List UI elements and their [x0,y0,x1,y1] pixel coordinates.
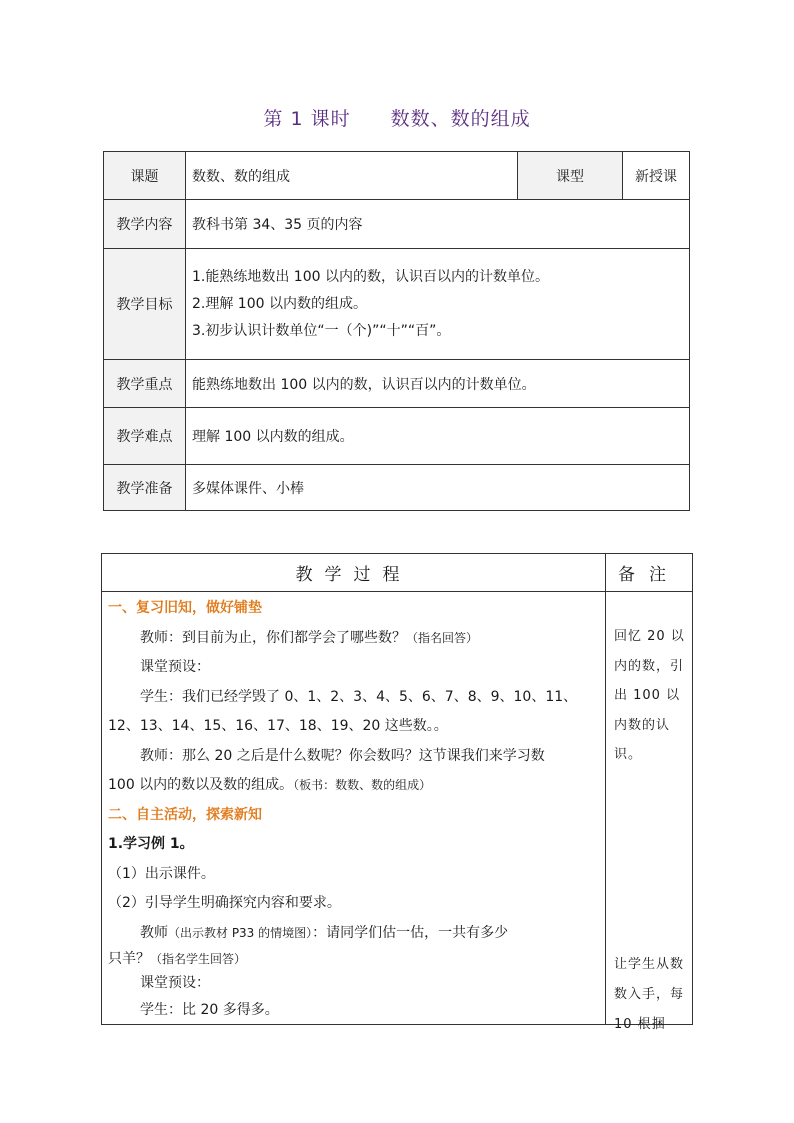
topic-value: 数数、数的组成 [186,152,518,200]
content-value: 教科书第 34、35 页的内容 [186,200,690,249]
section-heading: 二、自主活动，探索新知 [108,806,262,823]
teaching-process-table [101,553,693,1032]
process-line: 课堂预设： [140,975,210,991]
prep-value: 多媒体课件、小棒 [186,465,690,511]
content-label: 教学内容 [104,200,186,249]
process-header: 教学过程 [102,554,606,592]
type-value: 新授课 [623,152,690,200]
goal-item: 1.能熟练地数出 100 以内的数，认识百以内的计数单位。 [192,268,549,285]
type-label: 课型 [518,152,623,200]
key-value: 能熟练地数出 100 以内的数，认识百以内的计数单位。 [186,360,690,408]
topic-label: 课题 [104,152,186,200]
goal-item: 2.理解 100 以内数的组成。 [192,295,367,312]
process-line: （2）引导学生明确探究内容和要求。 [108,895,341,911]
difficulty-label: 教学难点 [104,408,186,465]
goals-label: 教学目标 [104,249,186,360]
process-line: 1.学习例 1。 [108,836,194,852]
process-line: 12、13、14、15、16、17、18、19、20 这些数。。 [108,718,448,734]
notes-column [606,592,693,1032]
prep-label: 教学准备 [104,465,186,511]
process-line: 学生：我们已经学毁了 0、1、2、3、4、5、6、7、8、9、10、11、 [140,688,578,705]
note-text: 回忆 20 以内的数，引出 100 以内数的认识。 [614,629,685,762]
process-line: 学生：比 20 多得多。 [140,1002,279,1018]
note-text: 让学生从数数入手，每 10 根捆 [614,957,685,1032]
process-line: （1）出示课件。 [108,865,215,882]
section-heading: 一、复习旧知，做好铺垫 [108,600,262,616]
page-title [0,104,794,131]
lesson-info-table [103,151,690,511]
lesson-number: 第 1 课时 [263,108,351,130]
process-line: 100 以内的数以及数的组成。（板书：数数、数的组成） [108,777,432,793]
goal-item: 3.初步认识计数单位“一（个)”“十”“百”。 [192,322,451,339]
difficulty-value: 理解 100 以内数的组成。 [186,408,690,465]
key-label: 教学重点 [104,360,186,408]
note-header: 备注 [606,554,693,592]
process-line: 教师：那么 20 之后是什么数呢？你会数吗？这节课我们来学习数 [140,747,545,764]
process-line: 课堂预设： [140,659,210,675]
process-body [102,592,606,1025]
process-line: 教师：到目前为止，你们都学会了哪些数？（指名回答） [140,629,479,646]
goals-list [186,249,690,360]
process-line: 教师（出示教材 P33 的情境图）：请同学们估一估，一共有多少 [140,924,509,941]
process-line: 只羊？（指名学生回答） [108,951,247,967]
lesson-topic: 数数、数的组成 [390,108,531,130]
